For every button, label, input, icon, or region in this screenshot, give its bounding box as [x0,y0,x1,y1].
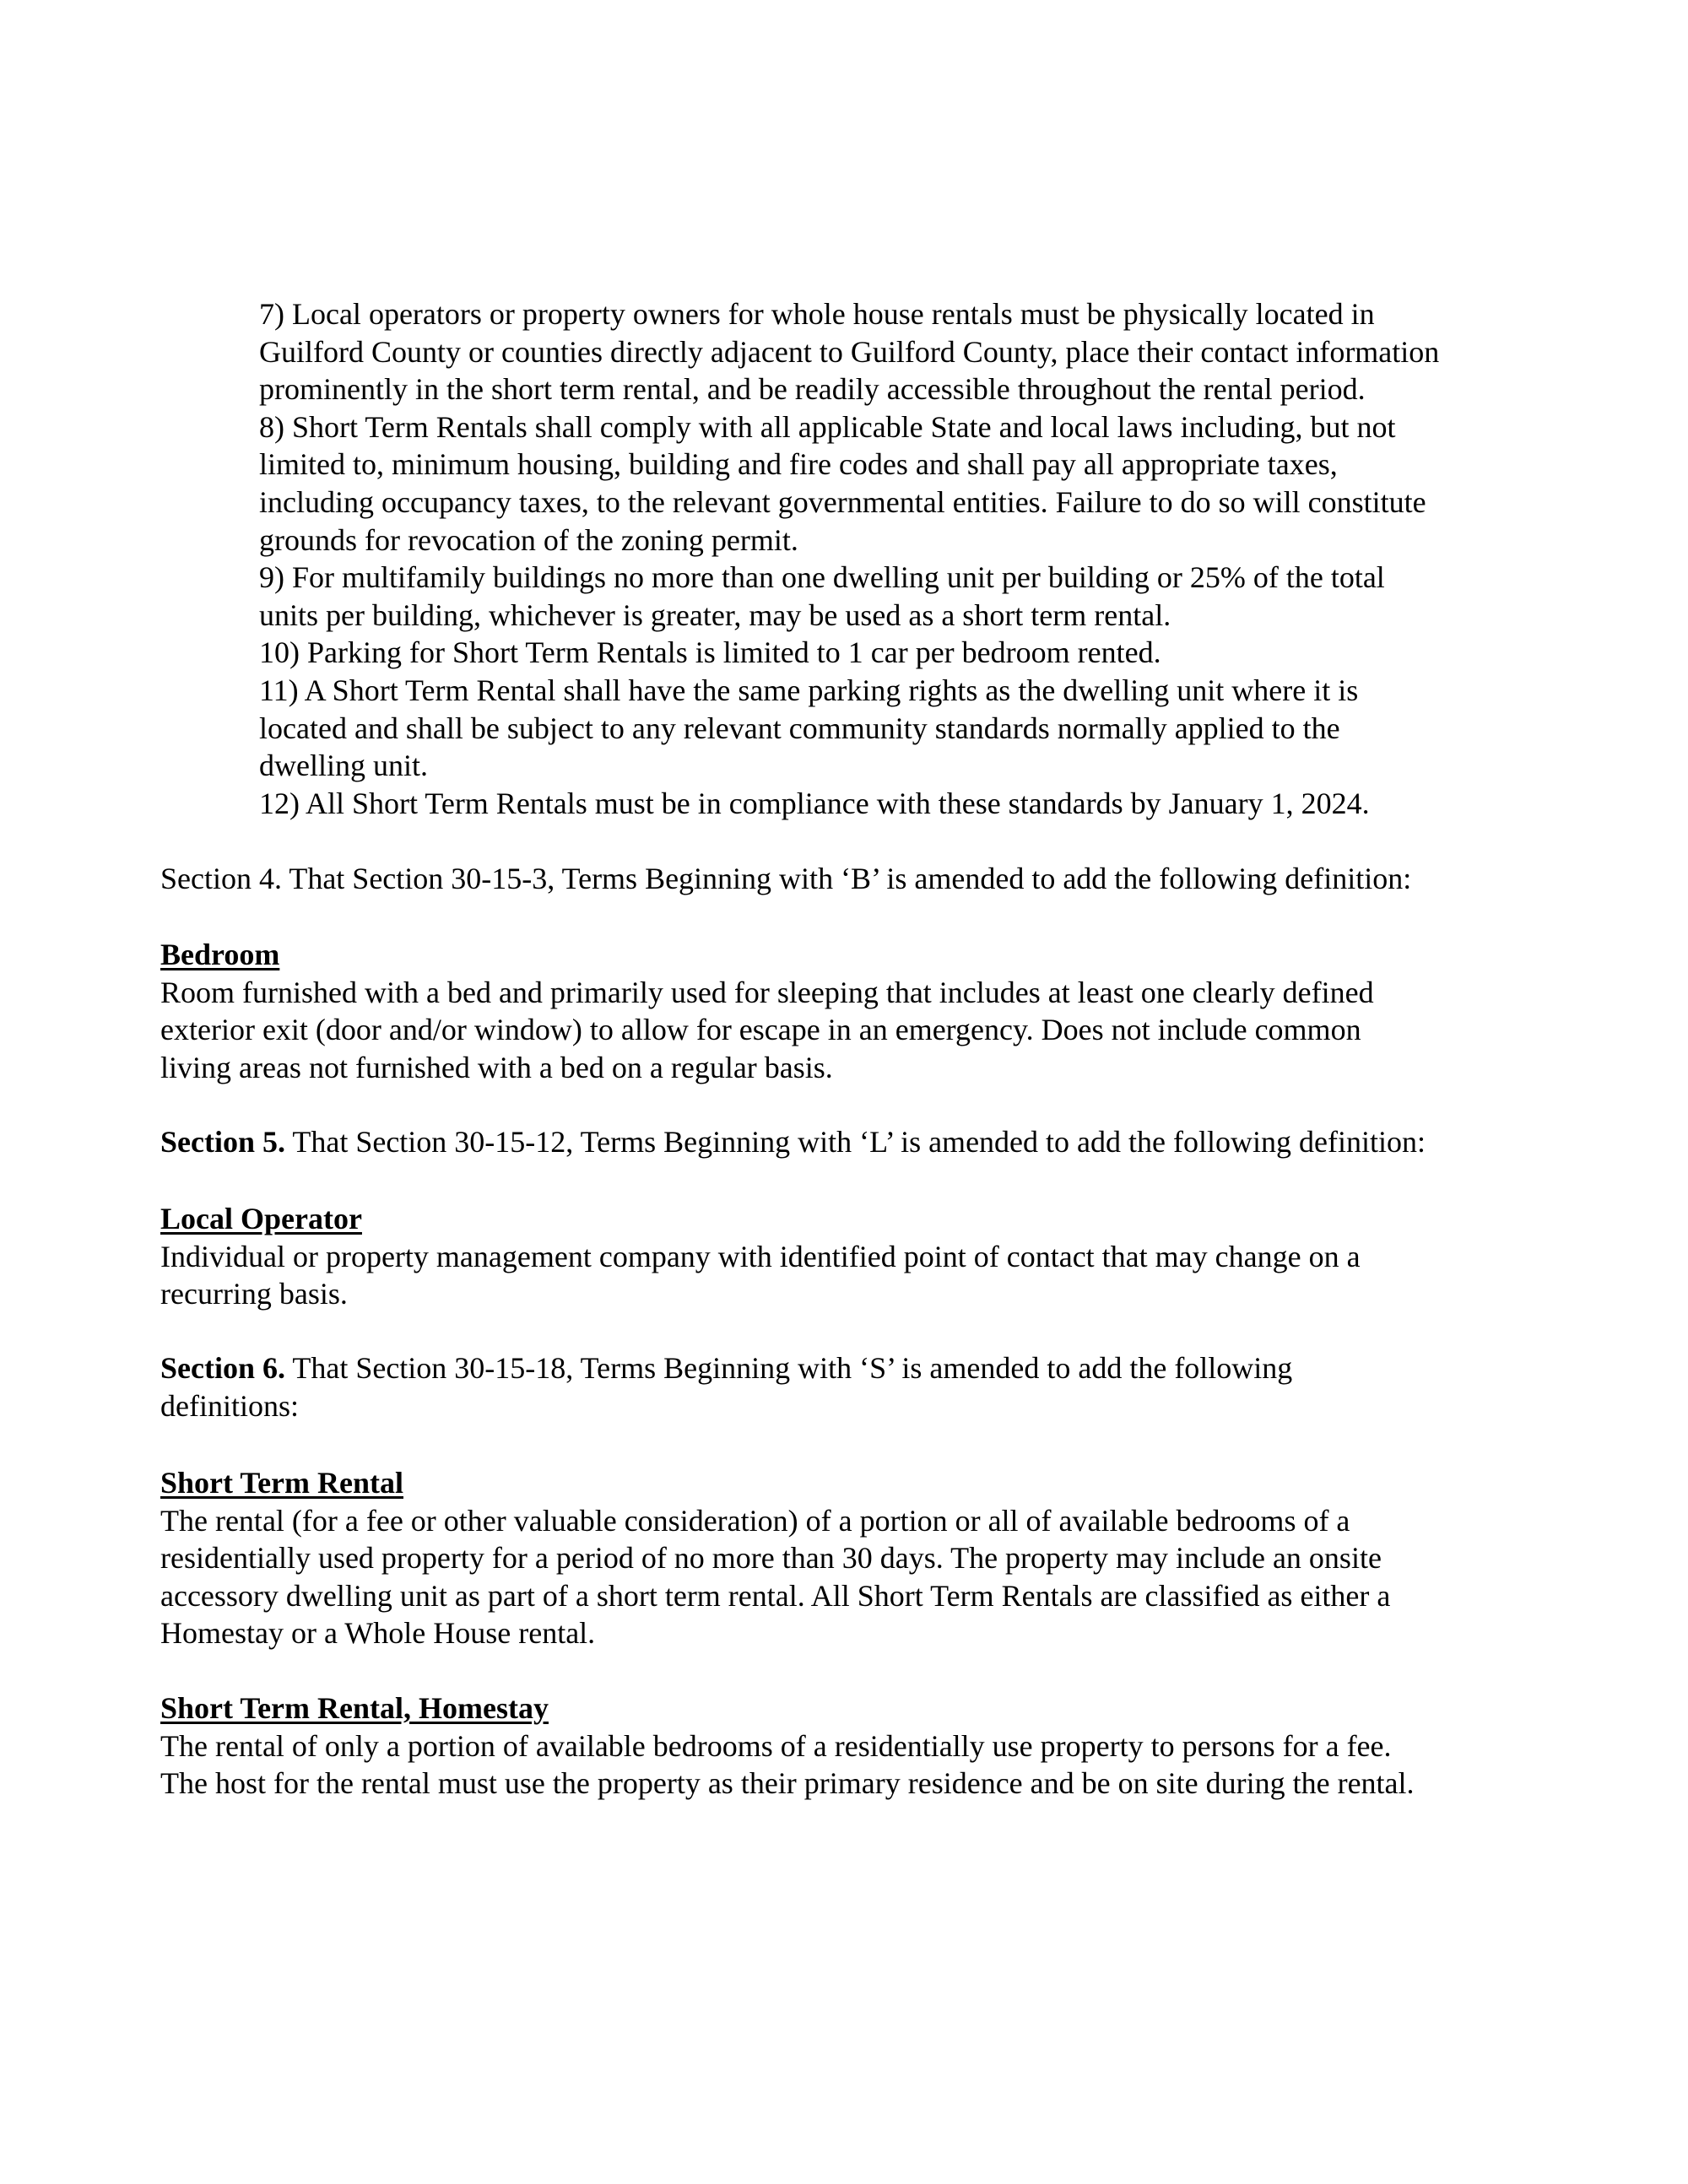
homestay-heading: Short Term Rental, Homestay [160,1691,549,1725]
list-line: 11) A Short Term Rental shall have the same parking rights as the dwelling unit where it is [259,673,1359,707]
bedroom-definition [160,936,1374,1086]
definition-line: Homestay or a Whole House rental. [160,1616,596,1651]
definition-line: recurring basis. [160,1277,348,1311]
definition-line: Individual or property management company with identified point of contact that may change on a [160,1239,1361,1273]
list-line: 10) Parking for Short Term Rentals is limited to 1 car per bedroom rented. [259,635,1161,670]
list-line: prominently in the short term rental, and be readily accessible throughout the rental period. [259,372,1366,407]
definition-line: The rental (for a fee or other valuable consideration) of a portion or all of available bedrooms of a [160,1503,1350,1538]
list-line: including occupancy taxes, to the relevant governmental entities. Failure to do so will constitute [259,484,1426,519]
list-line: limited to, minimum housing, building and fire codes and shall pay all appropriate taxes, [259,447,1338,482]
definition-line: The host for the rental must use the property as their primary residence and be on site during the rental. [160,1766,1415,1801]
section-6 [160,1349,1292,1424]
short-term-rental-definition [160,1464,1390,1652]
section-5-label: Section 5. [160,1125,285,1159]
definition-line: residentially used property for a period of no more than 30 days. The property may include an onsite [160,1541,1382,1576]
definition-line: The rental of only a portion of available bedrooms of a residentially use property to persons for a fee. [160,1728,1392,1763]
list-line: 7) Local operators or property owners for whole house rentals must be physically located in [259,297,1375,331]
local-operator-heading: Local Operator [160,1202,362,1235]
definition-line: Room furnished with a bed and primarily used for sleeping that includes at least one clearly defined [160,975,1374,1009]
list-line: located and shall be subject to any relevant community standards normally applied to the [259,711,1340,745]
list-line: 12) All Short Term Rentals must be in compliance with these standards by January 1, 2024. [259,786,1370,820]
list-line: 9) For multifamily buildings no more than one dwelling unit per building or 25% of the total [259,560,1385,595]
list-line: grounds for revocation of the zoning permit. [259,522,798,557]
homestay-definition [160,1689,1415,1803]
definition-line: living areas not furnished with a bed on a regular basis. [160,1050,833,1084]
section-4 [160,860,1411,898]
short-term-rental-heading: Short Term Rental [160,1466,403,1500]
definition-line: exterior exit (door and/or window) to allow for escape in an emergency. Does not include common [160,1013,1361,1047]
section-6-line2: definitions: [160,1388,299,1423]
list-line: 8) Short Term Rentals shall comply with all applicable State and local laws including, but not [259,409,1396,444]
definition-line: accessory dwelling unit as part of a short term rental. All Short Term Rentals are classified as either a [160,1578,1391,1613]
section-6-text: That Section 30-15-18, Terms Beginning with ‘S’ is amended to add the following [285,1351,1293,1385]
list-line: dwelling unit. [259,749,428,783]
section-5 [160,1123,1426,1161]
local-operator-definition [160,1200,1361,1313]
standards-list [259,295,1439,822]
section-5-text: That Section 30-15-12, Terms Beginning with ‘L’ is amended to add the following definition: [285,1125,1426,1159]
bedroom-heading: Bedroom [160,938,280,971]
section-6-label: Section 6. [160,1351,285,1385]
list-line: units per building, whichever is greater, may be used as a short term rental. [259,597,1171,632]
section-4-text: Section 4. That Section 30-15-3, Terms Beginning with ‘B’ is amended to add the following definition: [160,862,1412,895]
list-line: Guilford County or counties directly adjacent to Guilford County, place their contact information [259,334,1440,369]
